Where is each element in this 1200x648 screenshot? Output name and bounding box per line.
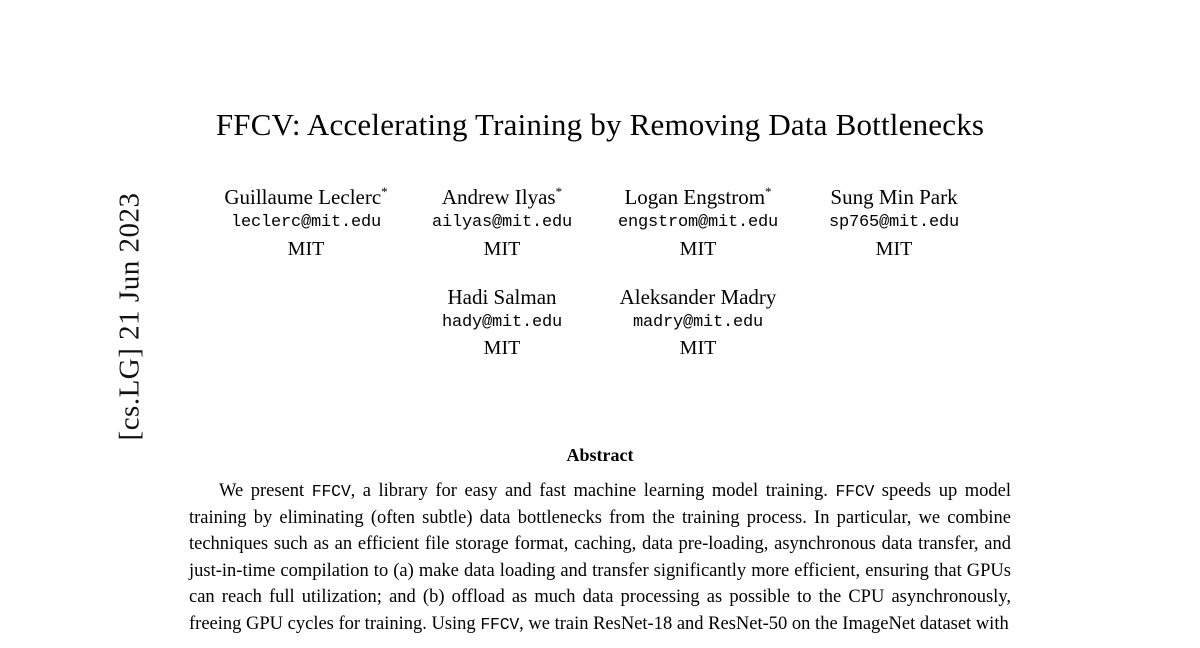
author-name-text: Sung Min Park — [830, 185, 958, 210]
author-name — [600, 184, 796, 210]
author-footnote-marker: * — [555, 184, 563, 200]
paper-content — [150, 0, 1050, 648]
authors-row-2 — [150, 284, 1050, 362]
author-name — [600, 284, 796, 310]
author-affiliation: MIT — [483, 337, 521, 360]
author-block — [796, 184, 992, 262]
author-email: leclerc@mit.edu — [230, 213, 382, 233]
author-affiliation: MIT — [679, 237, 717, 260]
author-name-text: Logan Engstrom — [624, 185, 766, 210]
author-block — [208, 184, 404, 262]
author-email: hady@mit.edu — [441, 312, 563, 332]
author-affiliation: MIT — [287, 237, 325, 260]
author-block — [404, 184, 600, 262]
page-title: FFCV: Accelerating Training by Removing Data Bottlenecks — [215, 107, 985, 142]
abstract-text-4: , we train ResNet-18 and ResNet-50 on the ImageNet dataset with — [519, 613, 1009, 634]
author-affiliation: MIT — [875, 237, 913, 260]
author-name — [208, 184, 404, 210]
abstract-text-2: , a library for easy and fast machine learning model training. — [350, 481, 836, 502]
author-footnote-marker: * — [765, 184, 772, 200]
author-email: ailyas@mit.edu — [431, 213, 573, 233]
author-email: engstrom@mit.edu — [617, 213, 779, 233]
author-block — [600, 184, 796, 262]
arxiv-stamp: [cs.LG] 21 Jun 2023 — [113, 192, 146, 441]
author-name-text: Hadi Salman — [447, 284, 557, 309]
author-name-text: Guillaume Leclerc — [224, 185, 382, 210]
author-affiliation: MIT — [679, 337, 717, 360]
author-name-text: Andrew Ilyas — [441, 185, 556, 210]
author-affiliation: MIT — [483, 237, 521, 260]
abstract-text-3: speeds up model training by eliminating (often subtle) data bottlenecks from the training process. In particular, we combine techniques such as an efficient file storage format, caching, data pre-loading, asynchronous data transfer, and just-in-time compilation to (a) make data loading and transfer significantly more efficient, ensuring that GPUs can reach full utilization; and (b) offload as much data processing as possible to the CPU asynchronously, freeing GPU cycles for training. Using — [189, 481, 1011, 634]
abstract-text-1: We present — [219, 481, 312, 502]
authors-row-1 — [150, 184, 1050, 262]
author-block — [600, 284, 796, 362]
author-name — [796, 184, 992, 210]
author-footnote-marker: * — [381, 184, 388, 200]
abstract-heading: Abstract — [566, 445, 634, 466]
abstract-ffcv-2: FFCV — [835, 482, 875, 502]
author-email: madry@mit.edu — [632, 312, 764, 332]
author-name-text: Aleksander Madry — [619, 284, 777, 309]
author-name — [404, 284, 600, 310]
abstract-ffcv-1: FFCV — [311, 482, 351, 502]
abstract-ffcv-3: FFCV — [480, 614, 520, 634]
author-email: sp765@mit.edu — [828, 213, 960, 233]
author-name — [404, 184, 600, 210]
abstract-body — [189, 478, 1011, 637]
author-block — [404, 284, 600, 362]
